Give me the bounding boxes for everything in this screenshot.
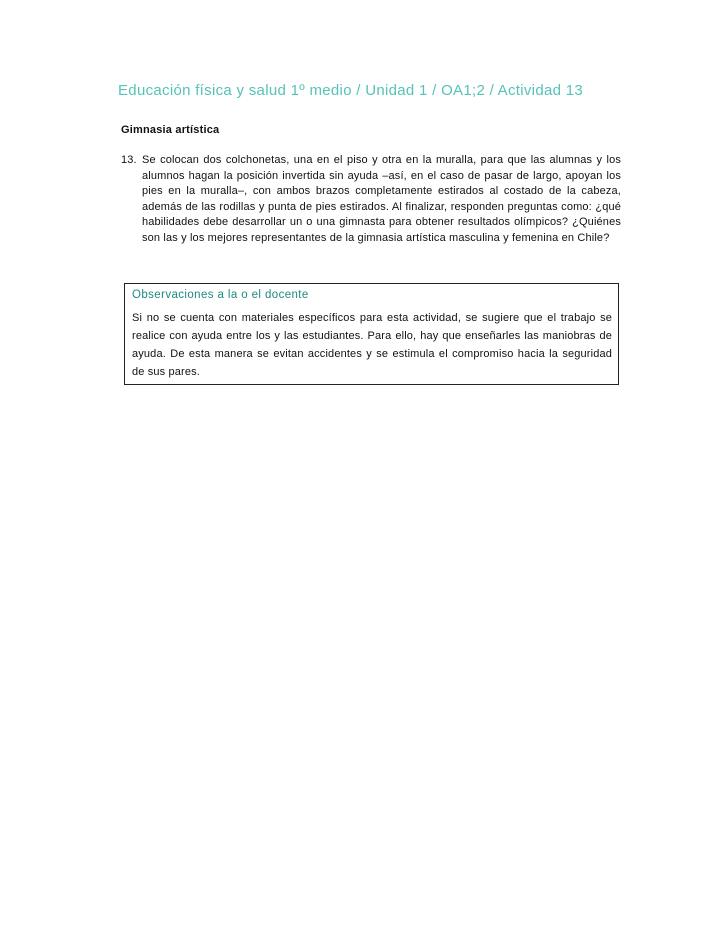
observations-text: Si no se cuenta con materiales específicos para esta actividad, se sugiere que el trabajo se realice con ayuda entre los y las estudiantes. Para ello, hay que enseñarles las maniobras de ayuda. De esta manera se evitan accidentes y se estimula el compromiso hacia la seguridad de sus pares.	[132, 312, 612, 378]
page-header: Educación física y salud 1º medio / Unidad 1 / OA1;2 / Actividad 13	[118, 82, 583, 99]
observations-title: Observaciones a la o el docente	[132, 289, 309, 301]
activity-number: 13.	[121, 154, 137, 166]
activity-item	[121, 153, 621, 246]
section-title: Gimnasia artística	[121, 124, 220, 136]
activity-text: Se colocan dos colchonetas, una en el piso y otra en la muralla, para que las alumnas y los alumnos hagan la posición invertida sin ayuda –así, en el caso de pasar de largo, apoyan los pies en la muralla–, con ambos brazos completamente estirados al costado de la cabeza, además de las rodillas y punta de pies estirados. Al finalizar, responden preguntas como: ¿qué habilidades debe desarrollar un o una gimnasta para obtener resultados olímpicos? ¿Quiénes son las y los mejores representantes de la gimnasia artística masculina y femenina en Chile?	[142, 154, 621, 244]
teacher-observations-box	[124, 283, 619, 385]
